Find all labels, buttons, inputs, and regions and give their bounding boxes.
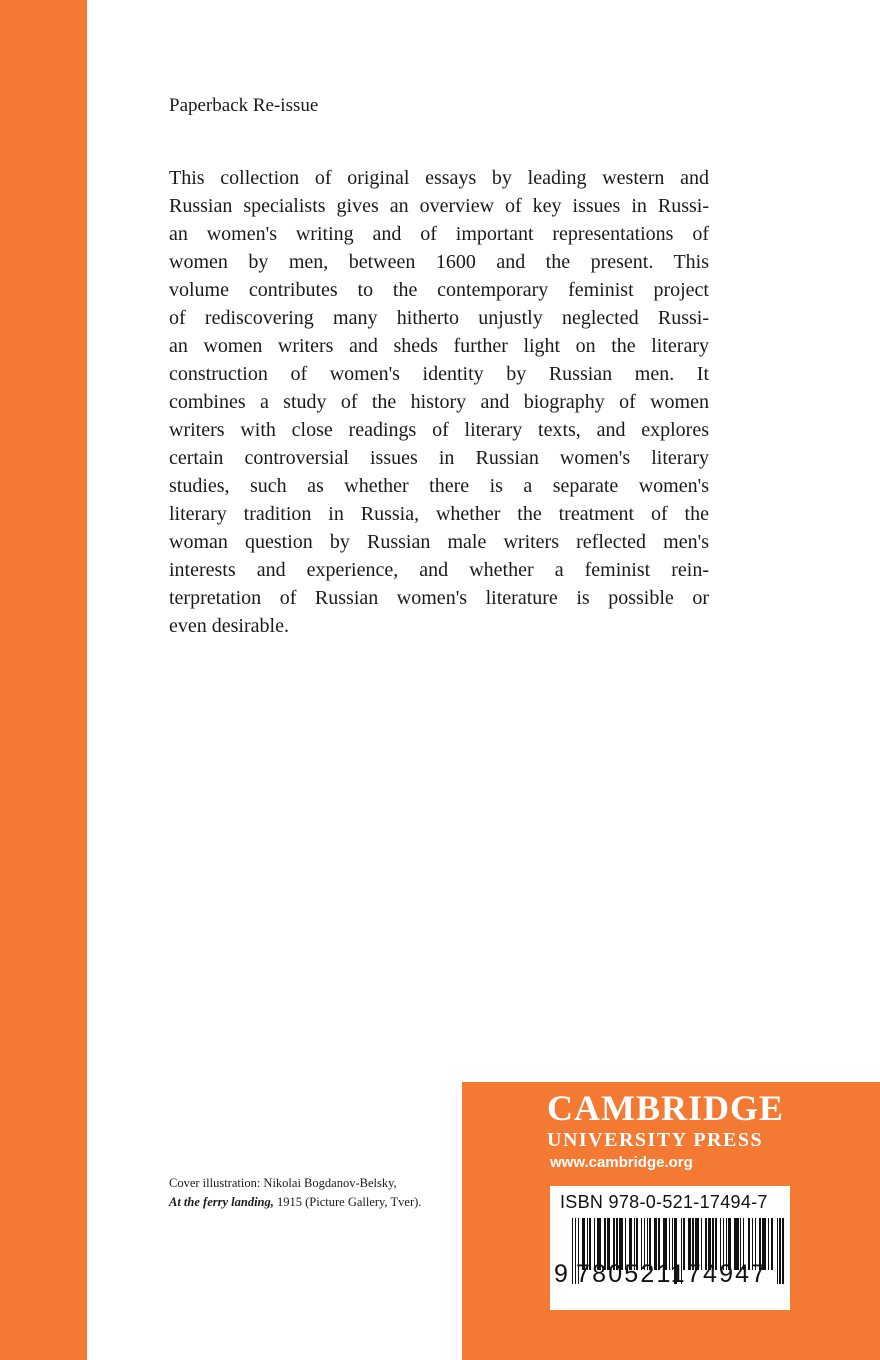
reissue-label: Paperback Re-issue — [169, 95, 319, 116]
description-line: volume contributes to the contemporary feminist project — [169, 279, 709, 301]
description-line: women by men, between 1600 and the present. This — [169, 251, 709, 273]
description-line: literary tradition in Russia, whether the treatment of the — [169, 503, 709, 525]
publisher-name-line2: UNIVERSITY PRESS — [547, 1129, 764, 1151]
description-line: an women's writing and of important representations of — [169, 223, 709, 245]
isbn-barcode — [550, 1186, 790, 1310]
description-line: certain controversial issues in Russian women's literary — [169, 447, 709, 469]
description-line: even desirable. — [169, 615, 289, 637]
description-line: combines a study of the history and biography of women — [169, 391, 709, 413]
description-line: woman question by Russian male writers reflected men's — [169, 531, 709, 553]
publisher-name-line1: CAMBRIDGE — [547, 1088, 785, 1128]
publisher-block — [462, 1082, 880, 1360]
description-line: Russian specialists gives an overview of key issues in Russi- — [169, 195, 709, 217]
description-line: interests and experience, and whether a feminist rein- — [169, 559, 709, 581]
orange-spine-strip — [0, 0, 87, 1360]
credit-line-2 — [169, 1193, 421, 1212]
barcode-number: 780521174947 — [576, 1260, 768, 1288]
artwork-details: 1915 (Picture Gallery, Tver). — [273, 1195, 422, 1209]
isbn-label: ISBN 978-0-521-17494-7 — [560, 1192, 768, 1212]
cover-illustration-credit — [169, 1174, 421, 1212]
description-line: of rediscovering many hitherto unjustly neglected Russi- — [169, 307, 709, 329]
description-line: writers with close readings of literary texts, and explores — [169, 419, 709, 441]
publisher-logo — [547, 1090, 797, 1150]
barcode-digits — [554, 1260, 786, 1289]
publisher-url: www.cambridge.org — [550, 1154, 693, 1171]
book-description — [169, 164, 709, 640]
description-line: This collection of original essays by leading western and — [169, 167, 709, 189]
artwork-title: At the ferry landing, — [169, 1195, 274, 1209]
description-line: an women writers and sheds further light on the literary — [169, 335, 709, 357]
description-line: studies, such as whether there is a separate women's — [169, 475, 709, 497]
description-line: terpretation of Russian women's literature is possible or — [169, 587, 709, 609]
credit-line-1: Cover illustration: Nikolai Bogdanov-Belsky, — [169, 1176, 397, 1190]
description-line: construction of women's identity by Russian men. It — [169, 363, 709, 385]
barcode-lead-digit: 9 — [554, 1260, 571, 1288]
